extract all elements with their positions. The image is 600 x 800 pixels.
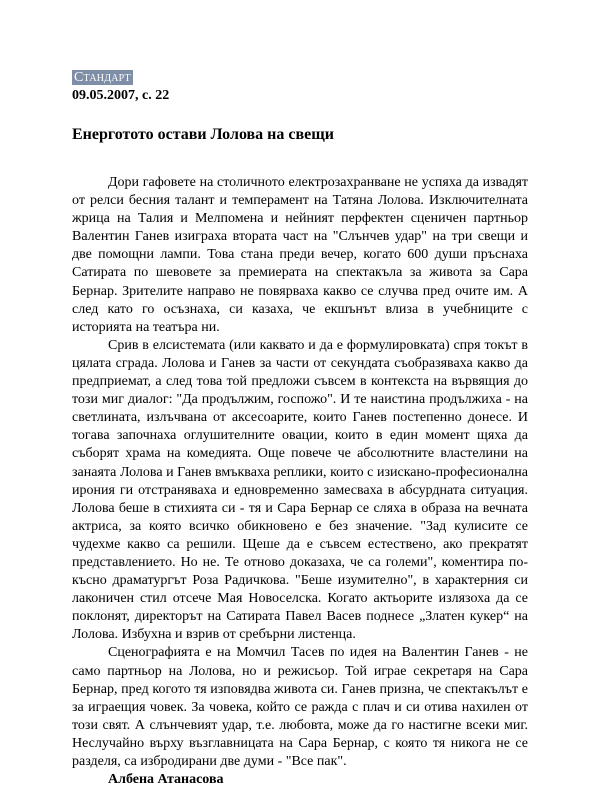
article-body xyxy=(72,174,528,789)
author-name: Албена Атанасова xyxy=(108,772,224,788)
source-label-row xyxy=(72,68,528,86)
article-paragraph-1: Дори гафовете на столичното електрозахранване не успяха да извадят от релси бесния талант и темперамент на Татяна Лолова. Изключителната жрица на Талия и Мелпомена и нейният перфектен сценичен партньор Валентин Ганев изиграха втората част на "Слънчев удар" на три свещи и две помощни лампи. Това стана преди вечер, когато 600 души пръснаха Сатирата по шевовете за премиерата на спектакъла за живота за Сара Бернар. Зрителите направо не повярваха какво се случва пред очите им. А след като го осъзнаха, си казаха, че екшънът влиза в учебниците с историята на театъра ни. xyxy=(72,175,528,335)
source-label: Стандарт xyxy=(74,70,131,85)
article-paragraph-2: Срив в елсистемата (или каквато и да е формулировката) спря токът в цялата сграда. Лолова и Ганев за части от секундата съобразяваха какво да предприемат, а след това той предложи съвсем в контекста на вървящия до този миг диалог: "Да продължим, госпожо". И те наистина продължиха - на светлината, излъчвана от аксесоарите, които Ганев постепенно донесе. И тогава започнаха оглушителните овации, които в един момент щяха да съборят храма на комедията. Още повече че абсолютните властелини на занаята Лолова и Ганев вмъкваха реплики, които с изискано-професионална ирония ги отстраняваха и едновременно замесваха в абсурдната ситуация. Лолова беше в стихията си - тя и Сара Бернар се сляха в образа на вечната актриса, за която всичко обикновено е без значение. "Зад кулисите се чудехме какво са решили. Щеше да е съвсем естествено, ако прекратят представлението. Но не. Те отново доказаха, че са големи", коментира по-късно драматургът Роза Радичкова. "Беше изумително", в характерния си лаконичен стил отсече Мая Новоселска. Когато актьорите излязоха да се поклонят, директорът на Сатирата Павел Васев поднесе „Златен кукер“ на Лолова. Избухна и взрив от сребърни листенца. xyxy=(72,337,528,643)
document-page xyxy=(72,68,528,789)
dateline: 09.05.2007, с. 22 xyxy=(72,88,170,103)
headline: Енерготото остави Лолова на свещи xyxy=(72,126,334,143)
article-paragraph-3: Сценографията е на Момчил Тасев по идея на Валентин Ганев - не само партньор на Лолова, но и режисьор. Той играе секретаря на Сара Бернар, пред когото тя изповядва живота си. Ганев призна, че спектакълът е за играещия човек. За човека, който се ражда с плач и си отива нахилен от този свят. А слънчевият удар, т.е. любовта, може да го настигне всеки миг. Неслучайно върху възглавницата на Сара Бернар, с която тя никога не се разделя, са избродирани две думи - "Все пак". xyxy=(72,645,528,769)
